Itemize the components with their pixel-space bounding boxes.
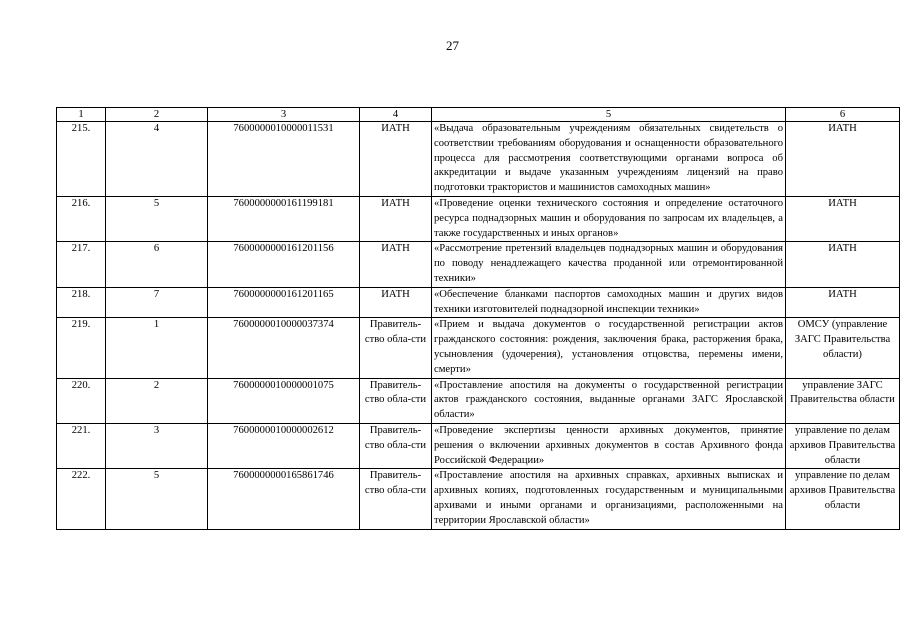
service-code: 7600000010000037374 (208, 318, 360, 378)
executor: управление по делам архивов Правительства области (786, 469, 900, 529)
responsible-org: Правитель-ство обла-сти (360, 378, 432, 423)
executor: ОМСУ (управление ЗАГС Правительства области) (786, 318, 900, 378)
row-subnumber: 1 (106, 318, 208, 378)
executor: управление ЗАГС Правительства области (786, 378, 900, 423)
page-number: 27 (446, 38, 459, 53)
service-code: 7600000000161201156 (208, 242, 360, 287)
row-number: 222. (57, 469, 106, 529)
table-row (57, 242, 900, 287)
header-row (57, 108, 900, 122)
table-row (57, 122, 900, 197)
row-subnumber: 3 (106, 423, 208, 468)
service-description: «Рассмотрение претензий владельцев поднадзорных машин и оборудования по поводу ненадлежащего качества проданной или отремонтированной техники» (432, 242, 786, 287)
header-cell-2: 2 (106, 108, 208, 122)
row-subnumber: 2 (106, 378, 208, 423)
service-description: «Проставление апостиля на архивных справках, архивных выписках и архивных копиях, подготовленных государственным и муниципальными архивами и иными органами и организациями, расположенными на территории Ярославской области» (432, 469, 786, 529)
responsible-org: ИАТН (360, 122, 432, 197)
executor: ИАТН (786, 287, 900, 318)
services-table (56, 107, 900, 530)
header-cell-5: 5 (432, 108, 786, 122)
service-description: «Прием и выдача документов о государственной регистрации актов гражданского состояния: рождения, заключения брака, расторжения брака, усыновления (удочерения), установления отцовства, перемены имени, смерти» (432, 318, 786, 378)
service-description: «Проведение оценки технического состояния и определение остаточного ресурса поднадзорных машин и оборудования по запросам их владельцев, а также государственных и иных органов» (432, 196, 786, 241)
responsible-org: Правитель-ство обла-сти (360, 318, 432, 378)
responsible-org: ИАТН (360, 196, 432, 241)
table-row (57, 469, 900, 529)
executor: ИАТН (786, 242, 900, 287)
row-number: 219. (57, 318, 106, 378)
table-row (57, 423, 900, 468)
row-subnumber: 5 (106, 469, 208, 529)
service-code: 7600000000161199181 (208, 196, 360, 241)
table-row (57, 318, 900, 378)
service-description: «Проставление апостиля на документы о государственной регистрации актов гражданского состояния, выданные органами ЗАГС Ярославской области» (432, 378, 786, 423)
row-number: 221. (57, 423, 106, 468)
row-subnumber: 5 (106, 196, 208, 241)
row-number: 217. (57, 242, 106, 287)
row-subnumber: 6 (106, 242, 208, 287)
table-row (57, 378, 900, 423)
row-number: 215. (57, 122, 106, 197)
header-cell-4: 4 (360, 108, 432, 122)
responsible-org: Правитель-ство обла-сти (360, 469, 432, 529)
table-row (57, 196, 900, 241)
responsible-org: Правитель-ство обла-сти (360, 423, 432, 468)
row-number: 216. (57, 196, 106, 241)
responsible-org: ИАТН (360, 242, 432, 287)
header-cell-6: 6 (786, 108, 900, 122)
table-row (57, 287, 900, 318)
service-code: 7600000010000002612 (208, 423, 360, 468)
service-code: 7600000000161201165 (208, 287, 360, 318)
header-cell-3: 3 (208, 108, 360, 122)
executor: ИАТН (786, 196, 900, 241)
service-description: «Выдача образовательным учреждениям обязательных свидетельств о соответствии требованиям оборудования и оснащенности образовательного процесса для рассмотрения соответствующими органами вопроса об аккредитации и выдаче указанным учреждениям лицензий на право подготовки трактористов и машинистов самоходных машин» (432, 122, 786, 197)
responsible-org: ИАТН (360, 287, 432, 318)
row-number: 220. (57, 378, 106, 423)
row-subnumber: 4 (106, 122, 208, 197)
service-description: «Обеспечение бланками паспортов самоходных машин и других видов техники изготовителей поднадзорной инспекции техники» (432, 287, 786, 318)
service-code: 7600000000165861746 (208, 469, 360, 529)
row-subnumber: 7 (106, 287, 208, 318)
executor: ИАТН (786, 122, 900, 197)
header-cell-1: 1 (57, 108, 106, 122)
service-description: «Проведение экспертизы ценности архивных документов, принятие решения о включении архивных документов в состав Архивного фонда Российской Федерации» (432, 423, 786, 468)
executor: управление по делам архивов Правительства области (786, 423, 900, 468)
row-number: 218. (57, 287, 106, 318)
service-code: 7600000010000001075 (208, 378, 360, 423)
service-code: 7600000010000011531 (208, 122, 360, 197)
